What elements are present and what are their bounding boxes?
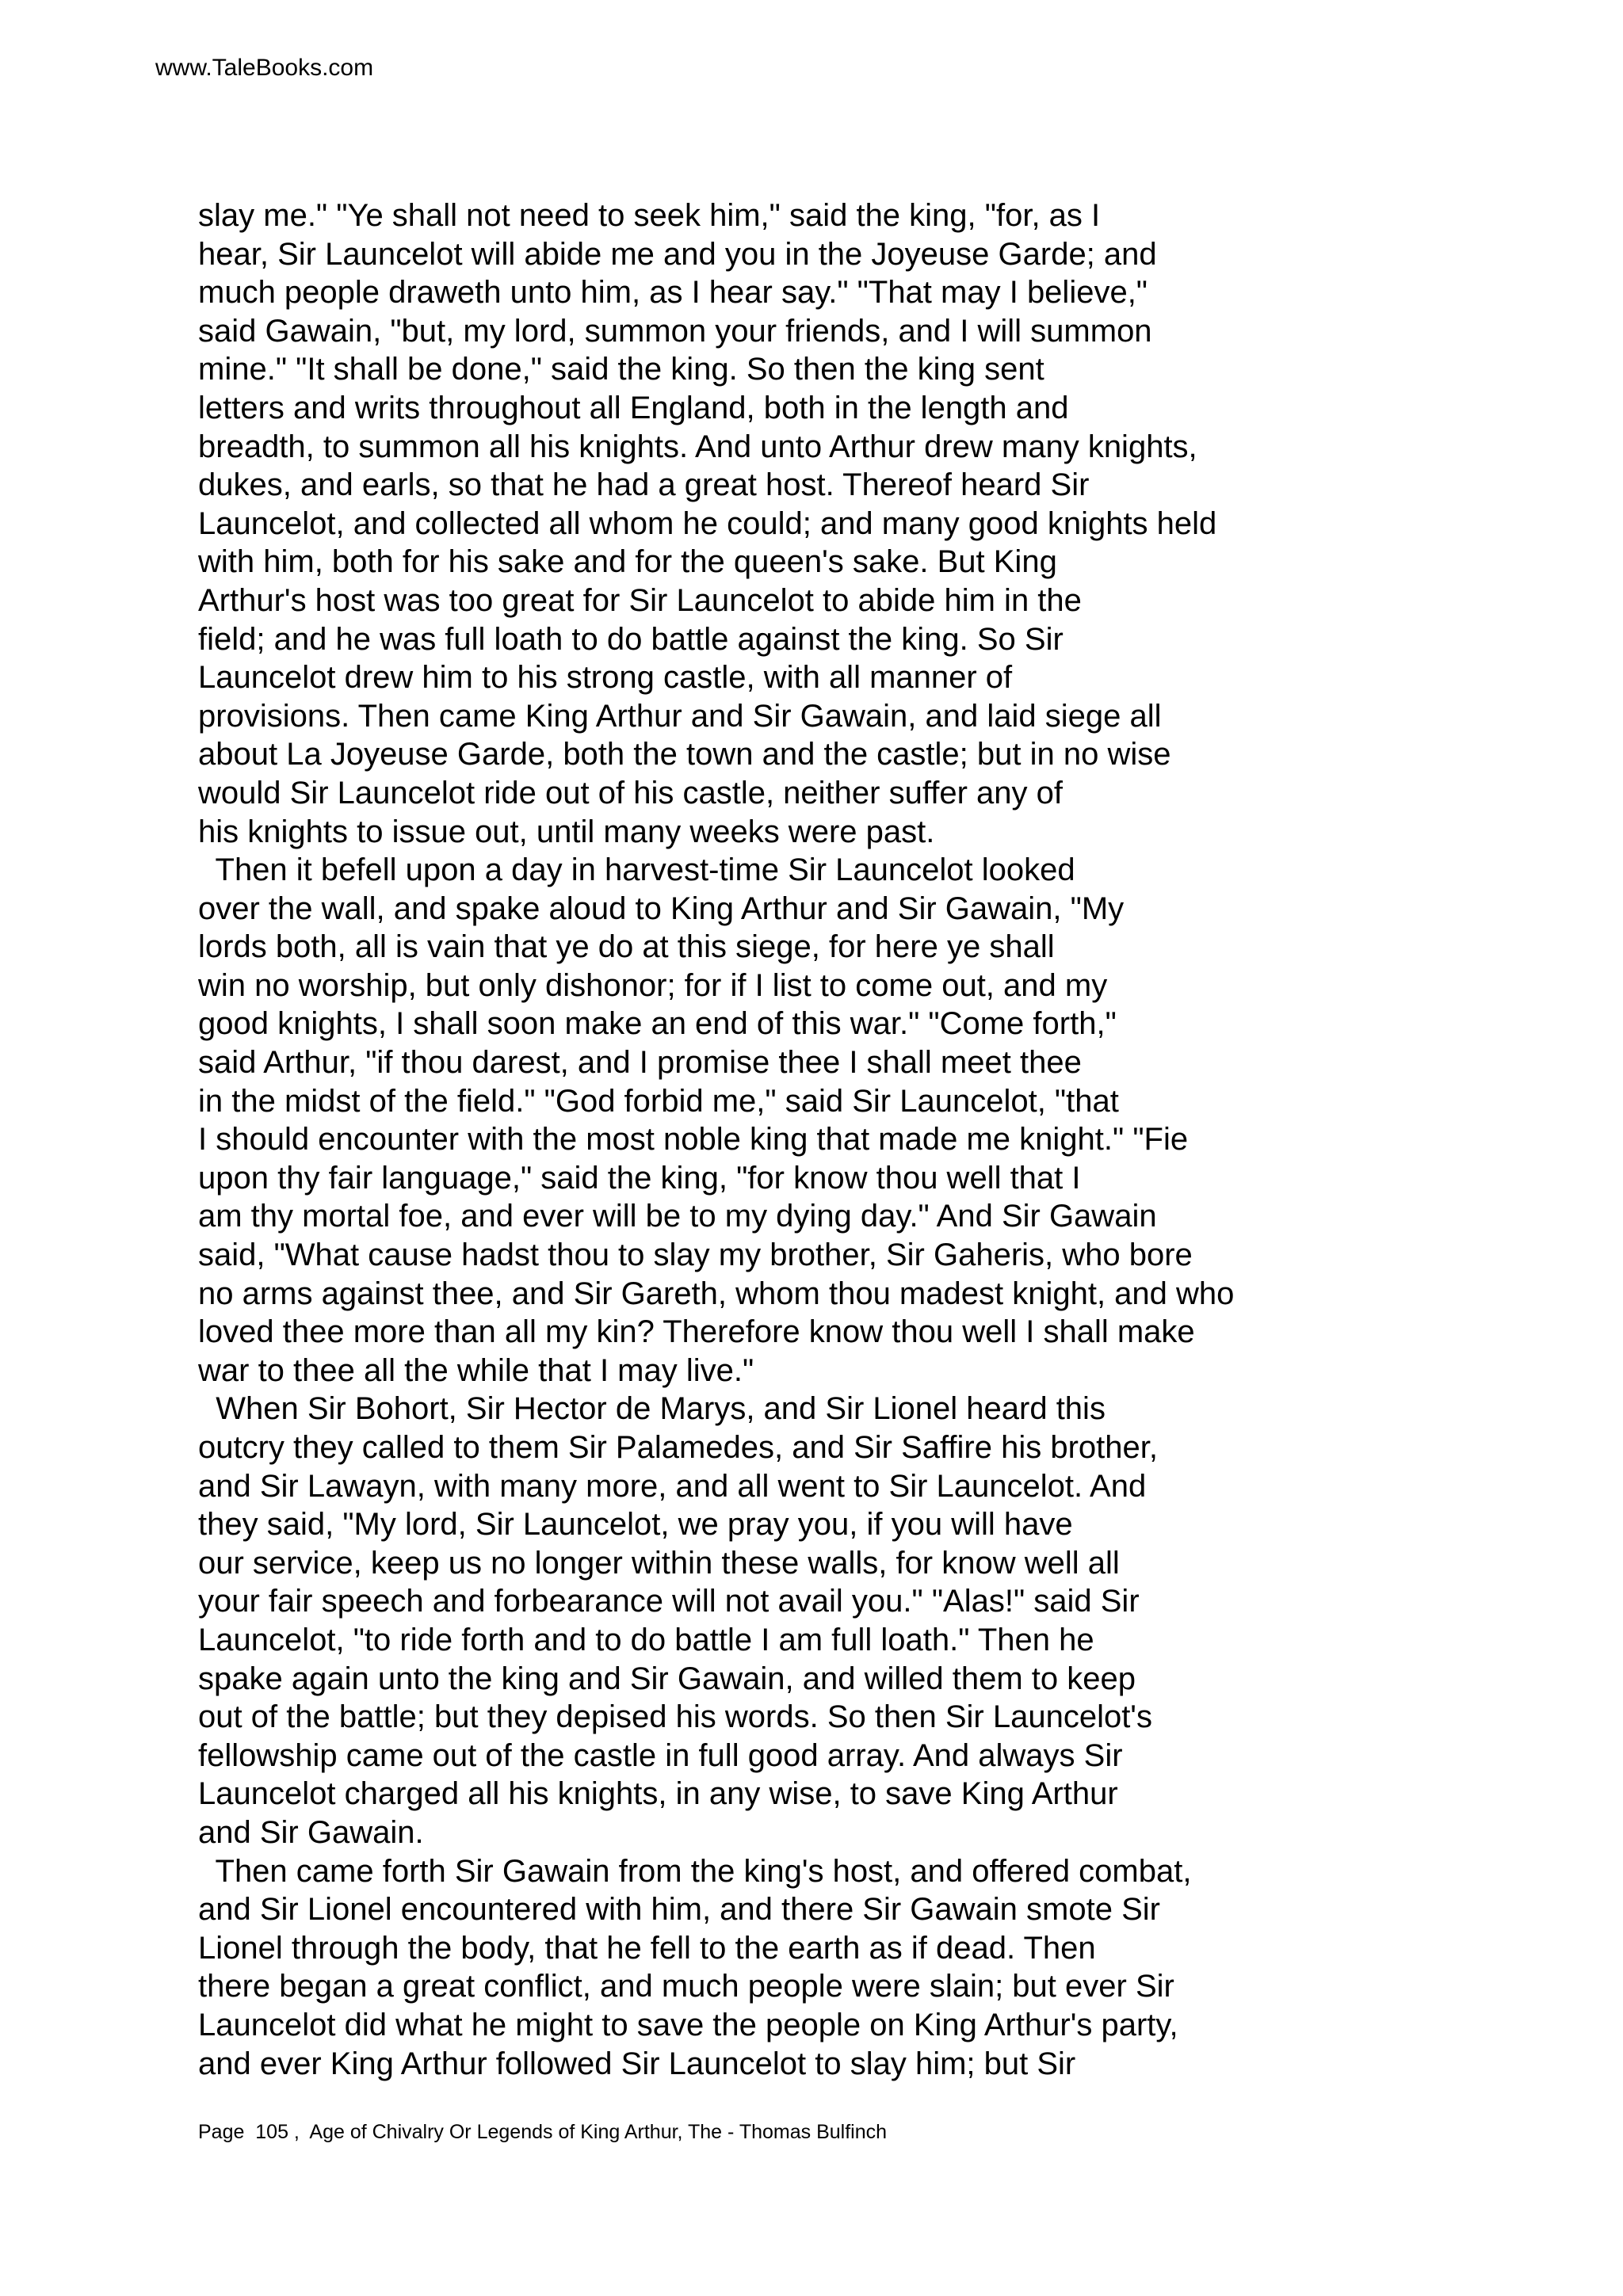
text-line: hear, Sir Launcelot will abide me and you in the Joyeuse Garde; and bbox=[198, 236, 1157, 272]
text-line: his knights to issue out, until many weeks were past. bbox=[198, 814, 935, 849]
text-line: loved thee more than all my kin? Therefore know thou well I shall make bbox=[198, 1314, 1195, 1350]
text-line: no arms against thee, and Sir Gareth, whom thou madest knight, and who bbox=[198, 1276, 1235, 1311]
text-line: with him, both for his sake and for the queen's sake. But King bbox=[198, 544, 1057, 580]
text-line: lords both, all is vain that ye do at this siege, for here ye shall bbox=[198, 929, 1055, 965]
text-line: said Arthur, "if thou darest, and I promise thee I shall meet thee bbox=[198, 1045, 1082, 1081]
text-line: and Sir Lawayn, with many more, and all went to Sir Launcelot. And bbox=[198, 1468, 1147, 1504]
text-line: Launcelot did what he might to save the people on King Arthur's party, bbox=[198, 2007, 1178, 2042]
text-line: Launcelot, and collected all whom he could; and many good knights held bbox=[198, 505, 1217, 541]
text-line: good knights, I shall soon make an end of this war." "Come forth," bbox=[198, 1006, 1117, 1042]
text-line: and ever King Arthur followed Sir Launcelot to slay him; but Sir bbox=[198, 2046, 1076, 2081]
text-line: our service, keep us no longer within these walls, for know well all bbox=[198, 1545, 1120, 1581]
text-line: Launcelot charged all his knights, in any wise, to save King Arthur bbox=[198, 1776, 1118, 1812]
text-line: over the wall, and spake aloud to King Arthur and Sir Gawain, "My bbox=[198, 891, 1125, 926]
text-line: When Sir Bohort, Sir Hector de Marys, and Sir Lionel heard this bbox=[198, 1391, 1106, 1427]
text-line: breadth, to summon all his knights. And unto Arthur drew many knights, bbox=[198, 429, 1197, 464]
page-footer: Page 105 , Age of Chivalry Or Legends of King Arthur, The - Thomas Bulfinch bbox=[198, 2121, 888, 2143]
text-line: I should encounter with the most noble king that made me knight." "Fie bbox=[198, 1122, 1189, 1158]
text-line: about La Joyeuse Garde, both the town and the castle; but in no wise bbox=[198, 737, 1171, 772]
text-line: field; and he was full loath to do battle against the king. So Sir bbox=[198, 621, 1064, 657]
text-line: there began a great conflict, and much people were slain; but ever Sir bbox=[198, 1969, 1174, 2004]
text-line: Then came forth Sir Gawain from the king's host, and offered combat, bbox=[198, 1853, 1192, 1889]
text-line: out of the battle; but they depised his words. So then Sir Launcelot's bbox=[198, 1699, 1152, 1735]
text-line: am thy mortal foe, and ever will be to my dying day." And Sir Gawain bbox=[198, 1199, 1157, 1234]
text-line: they said, "My lord, Sir Launcelot, we pray you, if you will have bbox=[198, 1507, 1073, 1543]
text-line: outcry they called to them Sir Palamedes, and Sir Saffire his brother, bbox=[198, 1430, 1158, 1465]
site-url: www.TaleBooks.com bbox=[155, 55, 374, 81]
text-line: said, "What cause hadst thou to slay my brother, Sir Gaheris, who bore bbox=[198, 1238, 1193, 1273]
text-line: in the midst of the field." "God forbid me," said Sir Launcelot, "that bbox=[198, 1083, 1119, 1119]
text-line: Lionel through the body, that he fell to the earth as if dead. Then bbox=[198, 1930, 1096, 1966]
text-line: letters and writs throughout all England, both in the length and bbox=[198, 390, 1069, 425]
text-line: war to thee all the while that I may live." bbox=[198, 1352, 754, 1388]
text-line: much people draweth unto him, as I hear say." "That may I believe," bbox=[198, 275, 1148, 311]
text-line: dukes, and earls, so that he had a great host. Thereof heard Sir bbox=[198, 467, 1090, 503]
text-line: spake again unto the king and Sir Gawain, and willed them to keep bbox=[198, 1661, 1136, 1696]
text-line: Launcelot, "to ride forth and to do battle I am full loath." Then he bbox=[198, 1622, 1094, 1657]
text-line: Launcelot drew him to his strong castle, with all manner of bbox=[198, 660, 1013, 696]
text-line: mine." "It shall be done," said the king. So then the king sent bbox=[198, 352, 1044, 387]
body-text bbox=[198, 196, 1545, 2083]
text-line: provisions. Then came King Arthur and Sir Gawain, and laid siege all bbox=[198, 698, 1162, 734]
text-line: win no worship, but only dishonor; for if I list to come out, and my bbox=[198, 967, 1108, 1003]
text-line: your fair speech and forbearance will not avail you." "Alas!" said Sir bbox=[198, 1584, 1140, 1619]
text-line: slay me." "Ye shall not need to seek him," said the king, "for, as I bbox=[198, 198, 1101, 233]
text-line: and Sir Gawain. bbox=[198, 1814, 424, 1850]
text-line: said Gawain, "but, my lord, summon your friends, and I will summon bbox=[198, 313, 1152, 349]
text-line: Then it befell upon a day in harvest-time Sir Launcelot looked bbox=[198, 852, 1075, 888]
text-line: fellowship came out of the castle in full good array. And always Sir bbox=[198, 1737, 1123, 1773]
text-line: would Sir Launcelot ride out of his castle, neither suffer any of bbox=[198, 775, 1063, 810]
text-line: upon thy fair language," said the king, "for know thou well that I bbox=[198, 1160, 1081, 1196]
text-line: and Sir Lionel encountered with him, and there Sir Gawain smote Sir bbox=[198, 1892, 1160, 1928]
text-line: Arthur's host was too great for Sir Launcelot to abide him in the bbox=[198, 582, 1082, 618]
